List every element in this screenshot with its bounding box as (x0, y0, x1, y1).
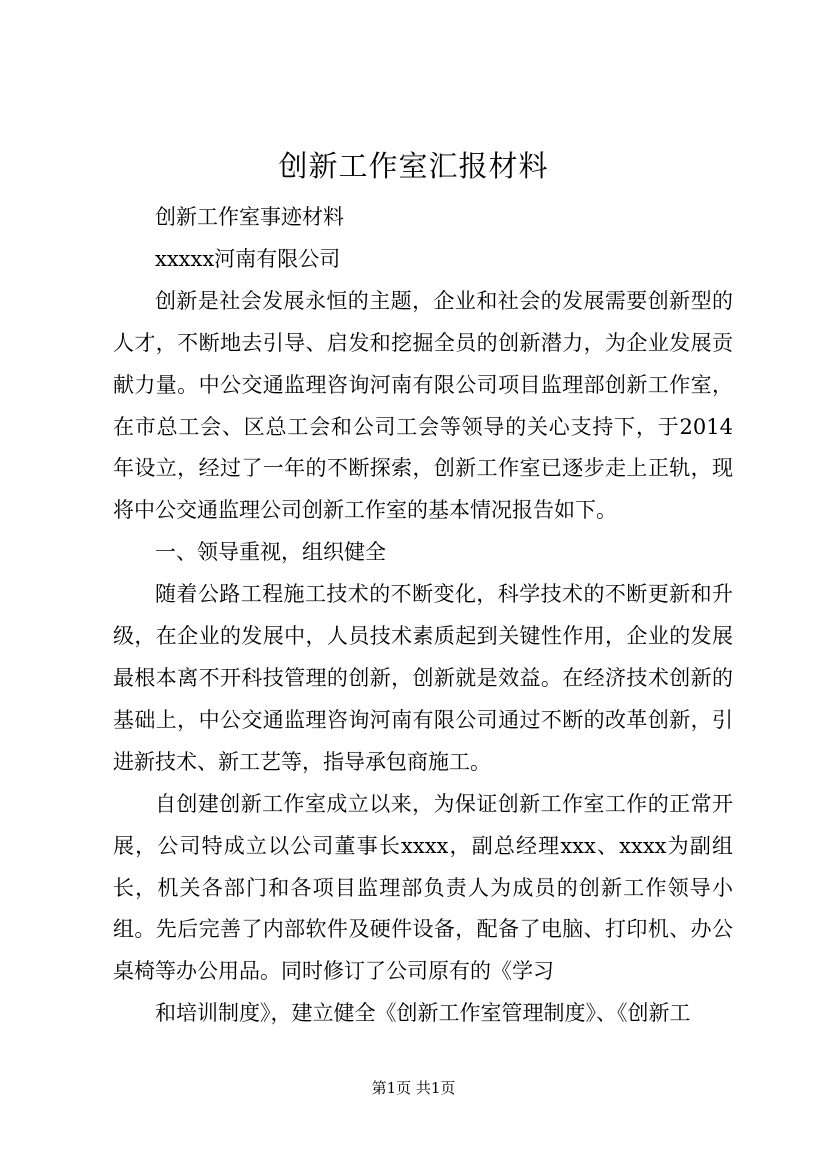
subtitle-paragraph: 创新工作室事迹材料 (155, 205, 344, 229)
document-body (113, 197, 733, 1035)
section-heading: 一、领导重视，组织健全 (155, 540, 386, 565)
body-paragraph: 随着公路工程施工技术的不断变化，科学技术的不断更新和升级，在企业的发展中，人员技术素质起到关键性作用，企业的发展最根本离不开科技管理的创新，创新就是效益。在经济技术创新的基础上，中公交通监理咨询河南有限公司通过不断的改革创新，引进新技术、新工艺等，指导承包商施工。 (113, 582, 733, 774)
body-paragraph: 自创建创新工作室成立以来，为保证创新工作室工作的正常开展，公司特成立以公司董事长xxxx，副总经理xxx、xxxx为副组长，机关各部门和各项目监理部负责人为成员的创新工作领导小组。先后完善了内部软件及硬件设备，配备了电脑、打印机、办公桌椅等办公用品。同时修订了公司原有的《学习 (113, 791, 733, 984)
intro-paragraph: 创新是社会发展永恒的主题，企业和社会的发展需要创新型的人才，不断地去引导、启发和挖掘全员的创新潜力，为企业发展贡献力量。中公交通监理咨询河南有限公司项目监理部创新工作室，在市总工会、区总工会和公司工会等领导的关心支持下，于2014年设立，经过了一年的不断探索，创新工作室已逐步走上正轨，现将中公交通监理公司创新工作室的基本情况报告如下。 (113, 288, 733, 523)
company-paragraph: xxxxx河南有限公司 (155, 246, 341, 271)
page-footer: 第1页 共1页 (371, 1079, 456, 1097)
document-title: 创新工作室汇报材料 (278, 149, 549, 183)
body-paragraph: 和培训制度》，建立健全《创新工作室管理制度》、《创新工 (155, 1001, 691, 1026)
